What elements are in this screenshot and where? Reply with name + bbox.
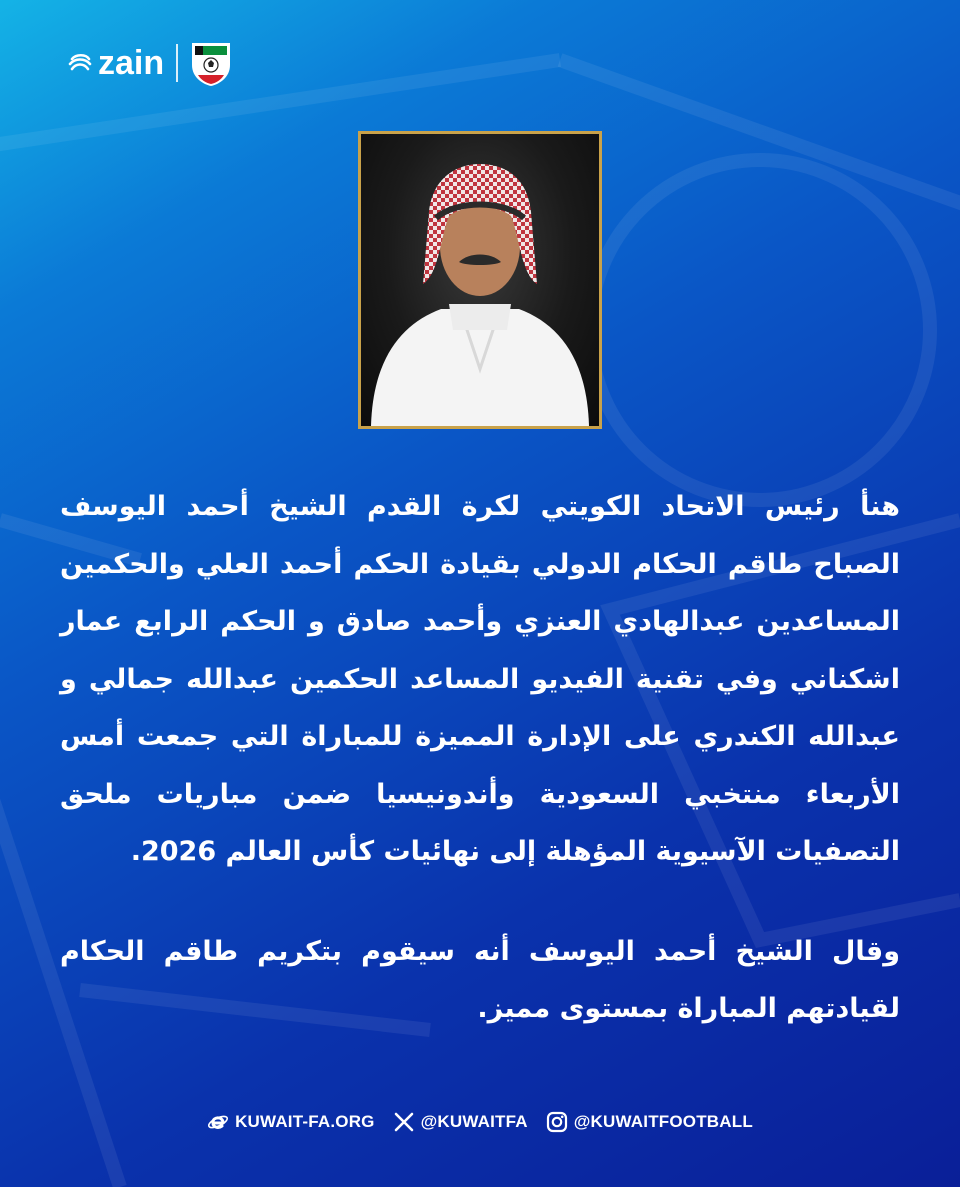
instagram-icon (546, 1111, 568, 1133)
footer-social-links (0, 1102, 960, 1142)
instagram-handle-text: @KUWAITFOOTBALL (573, 1112, 753, 1131)
website-link[interactable] (207, 1111, 375, 1133)
instagram-link[interactable] (546, 1111, 753, 1133)
article-paragraph-2: وقال الشيخ أحمد اليوسف أنه سيقوم بتكريم طاقم الحكام لقيادتهم المباراة بمستوى مميز. (60, 935, 900, 1024)
zain-swirl-icon (66, 49, 94, 77)
website-text: KUWAIT-FA.ORG (235, 1112, 375, 1131)
x-icon (393, 1111, 415, 1133)
news-article (60, 478, 900, 1038)
article-paragraph-1: هنأ رئيس الاتحاد الكويتي لكرة القدم الشيخ أحمد اليوسف الصباح طاقم الحكام الدولي بقيادة الحكم أحمد العلي والحكمين المساعدين عبدالهادي العنزي وأحمد صادق و الحكم الرابع عمار اشكناني وفي تقنية الفيديو المساعد الحكمين عبدالله جمالي و عبدالله الكندري على الإدارة المميزة للمباراة التي جمعت أمس الأربعاء منتخبي السعودية وأندونيسيا ضمن مباريات ملحق التصفيات الآسيوية المؤهلة إلى نهائيات كأس العالم 2026. (60, 491, 900, 867)
kuwait-fa-crest-icon (188, 39, 234, 87)
logo-divider (176, 44, 178, 82)
web-e-icon (207, 1111, 229, 1133)
header-logos (66, 38, 234, 88)
portrait-illustration (361, 134, 599, 426)
president-portrait (358, 131, 602, 429)
x-handle-text: @KUWAITFA (420, 1112, 528, 1131)
zain-logo-text: zain (98, 44, 165, 82)
x-link[interactable] (393, 1111, 528, 1133)
